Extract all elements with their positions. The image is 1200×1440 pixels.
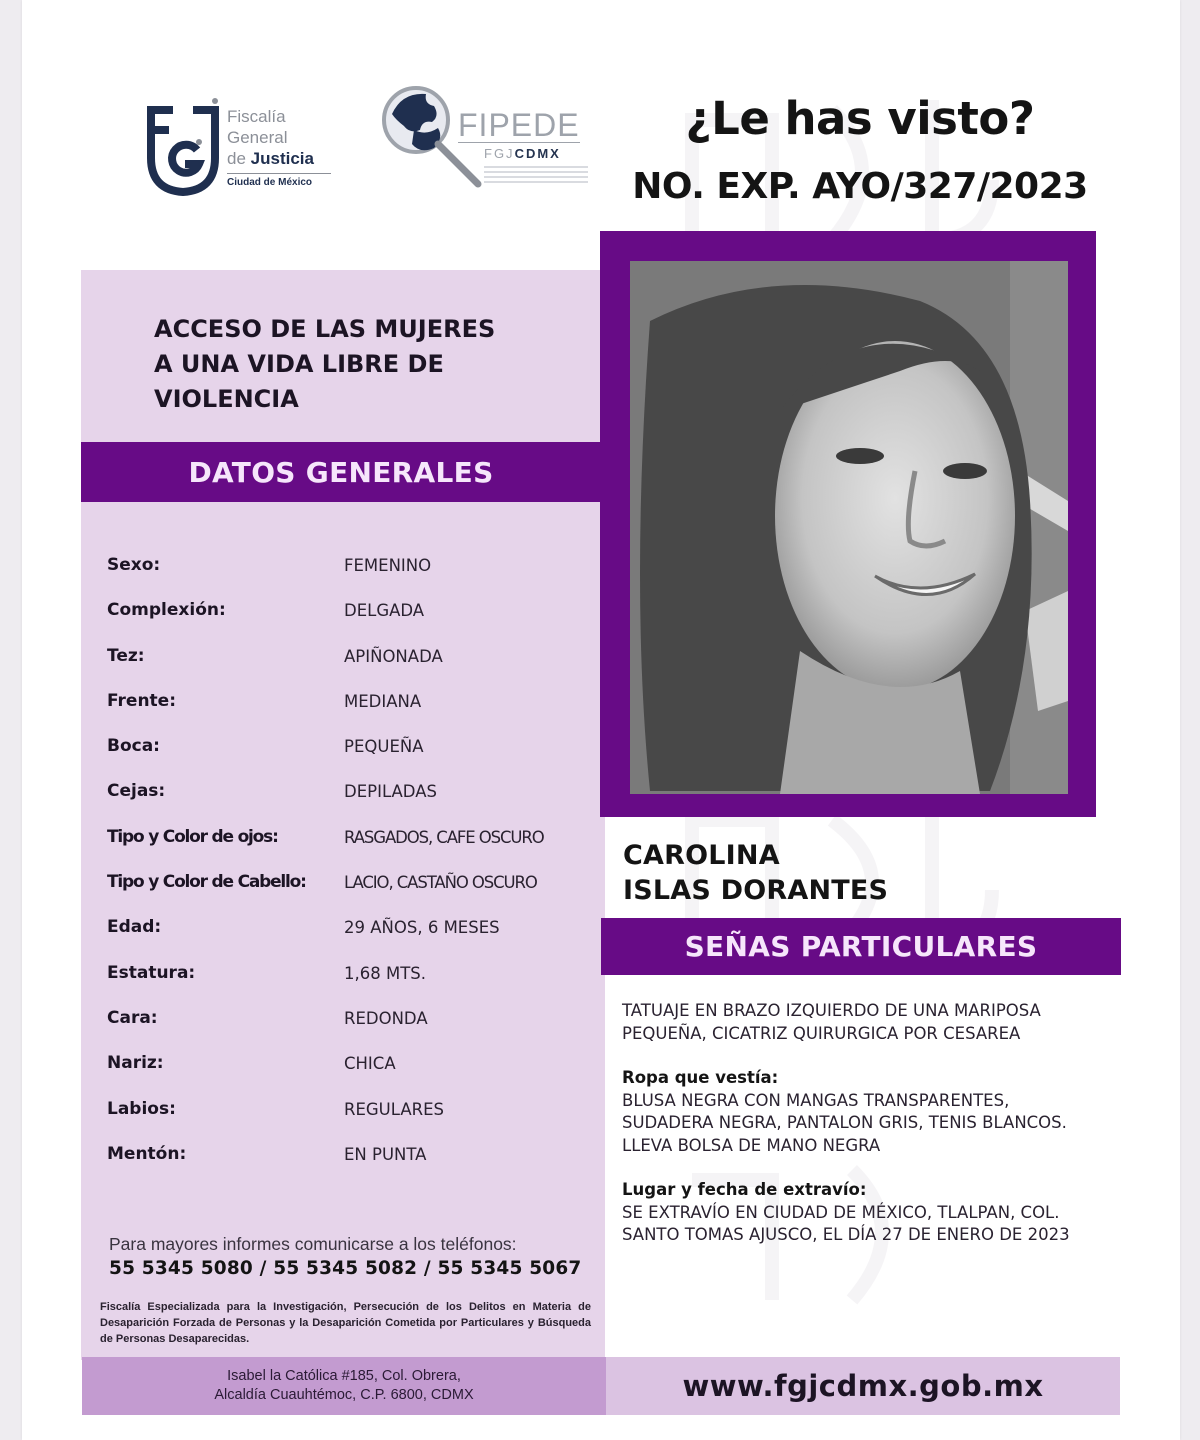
marks-line: TATUAJE EN BRAZO IZQUIERDO DE UNA MARIPOSA: [622, 1001, 1041, 1020]
contact-phones: 55 5345 5080 / 55 5345 5082 / 55 5345 5067: [109, 1258, 582, 1279]
row-value: 1,68 MTS.: [344, 963, 427, 983]
fgj-line3-prefix: de: [227, 149, 246, 168]
row-label: Frente:: [107, 690, 176, 711]
footer-website-link[interactable]: www.fgjcdmx.gob.mx: [606, 1357, 1120, 1415]
row-label: Nariz:: [107, 1053, 164, 1074]
fipede-sub-prefix: FGJ: [484, 146, 515, 161]
person-name: [623, 838, 888, 908]
expediente-number: NO. EXP. AYO/327/2023: [632, 166, 1088, 207]
fgj-line3-strong: Justicia: [250, 149, 314, 168]
row-label: Cara:: [107, 1007, 158, 1028]
fgj-shield-icon: [145, 98, 221, 198]
fgj-line1: Fiscalía: [227, 107, 286, 126]
data-row: [107, 736, 587, 781]
row-value: DELGADA: [344, 601, 425, 621]
datos-generales-banner: DATOS GENERALES: [81, 442, 601, 502]
place-and-date: [622, 1179, 1102, 1247]
senas-details: [622, 1000, 1102, 1269]
senas-particulares-banner: SEÑAS PARTICULARES: [601, 918, 1121, 975]
row-label: Edad:: [107, 917, 162, 938]
photo-frame: [600, 231, 1096, 817]
row-label: Mentón:: [107, 1143, 187, 1164]
data-row: [107, 1144, 587, 1189]
contact-intro: Para mayores informes comunicarse a los teléfonos:: [109, 1234, 517, 1254]
row-label: Tez:: [107, 645, 145, 666]
headline-question: ¿Le has visto?: [685, 92, 1035, 145]
row-value: PEQUEÑA: [344, 737, 424, 757]
row-label: Boca:: [107, 736, 160, 757]
fipede-sub-strong: CDMX: [514, 146, 561, 161]
row-label: Tipo y Color de Cabello:: [107, 872, 306, 893]
row-label: Tipo y Color de ojos:: [107, 826, 278, 847]
row-label: Sexo:: [107, 555, 161, 575]
campaign-line: ACCESO DE LAS MUJERES: [154, 315, 496, 343]
marks-line: PEQUEÑA, CICATRIZ QUIRURGICA POR CESAREA: [622, 1023, 1021, 1043]
row-label: Cejas:: [107, 781, 166, 802]
last-names: ISLAS DORANTES: [623, 875, 889, 906]
data-row: [107, 646, 587, 691]
fipede-logo: [378, 84, 598, 194]
place-heading: Lugar y fecha de extravío:: [622, 1180, 867, 1199]
clothing-line: BLUSA NEGRA CON MANGAS TRANSPARENTES,: [622, 1090, 1010, 1110]
place-line: SE EXTRAVÍO EN CIUDAD DE MÉXICO, TLALPAN, COL.: [622, 1202, 1060, 1222]
fipede-subtitle: [484, 146, 561, 161]
row-value: 29 AÑOS, 6 MESES: [344, 918, 500, 938]
data-row: [107, 781, 587, 826]
row-value: FEMENINO: [344, 556, 432, 575]
footer-address: [82, 1357, 606, 1415]
portrait-placeholder-icon: [630, 261, 1068, 794]
fipede-fine-print: [484, 166, 588, 186]
data-row: [107, 872, 587, 917]
row-value: DEPILADAS: [344, 782, 437, 802]
data-row: [107, 1053, 587, 1098]
row-value: EN PUNTA: [344, 1144, 427, 1164]
contact-info: [109, 1234, 589, 1279]
row-value: APIÑONADA: [344, 646, 443, 666]
data-row: [107, 600, 587, 645]
campaign-line: VIOLENCIA: [154, 385, 299, 413]
row-value: MEDIANA: [344, 691, 422, 711]
row-label: Labios:: [107, 1098, 176, 1119]
clothing-heading: Ropa que vestía:: [622, 1068, 779, 1087]
clothing: [622, 1067, 1102, 1157]
data-row: [107, 1099, 587, 1144]
row-value: CHICA: [344, 1054, 396, 1074]
first-name: CAROLINA: [623, 840, 780, 871]
clothing-line: SUDADERA NEGRA, PANTALON GRIS, TENIS BLANCOS.: [622, 1113, 1067, 1132]
fgj-line2: General: [227, 128, 288, 147]
row-label: Complexión:: [107, 600, 226, 621]
fipede-title: FIPEDE: [458, 107, 580, 143]
campaign-line: A UNA VIDA LIBRE DE: [154, 350, 444, 378]
fgj-city: Ciudad de México: [227, 173, 331, 189]
row-value: LACIO, CASTAÑO OSCURO: [344, 873, 537, 893]
data-row: [107, 827, 587, 872]
row-value: REDONDA: [344, 1008, 428, 1028]
campaign-title: [154, 312, 495, 417]
data-row: [107, 555, 587, 600]
address-line: Isabel la Católica #185, Col. Obrera,: [227, 1368, 461, 1384]
missing-person-photo: [630, 261, 1068, 794]
distinctive-marks: [622, 1000, 1102, 1045]
data-row: [107, 1008, 587, 1053]
clothing-line: LLEVA BOLSA DE MANO NEGRA: [622, 1135, 881, 1155]
fiscalia-note: Fiscalía Especializada para la Investigación, Persecución de los Delitos en Materia de Desaparición Forzada de Personas y la Desaparición Cometida por Particulares y Búsqueda de Personas Desaparecidas.: [100, 1301, 591, 1345]
row-value: RASGADOS, CAFE OSCURO: [344, 827, 544, 847]
data-row: [107, 691, 587, 736]
address-line: Alcaldía Cuauhtémoc, C.P. 6800, CDMX: [214, 1387, 474, 1403]
data-row: [107, 963, 587, 1008]
place-line: SANTO TOMAS AJUSCO, EL DÍA 27 DE ENERO DE 2023: [622, 1225, 1070, 1244]
data-row: [107, 917, 587, 962]
row-value: REGULARES: [344, 1099, 444, 1119]
datos-generales-list: [107, 555, 587, 1189]
fgj-logo: [145, 98, 345, 198]
row-label: Estatura:: [107, 962, 196, 983]
